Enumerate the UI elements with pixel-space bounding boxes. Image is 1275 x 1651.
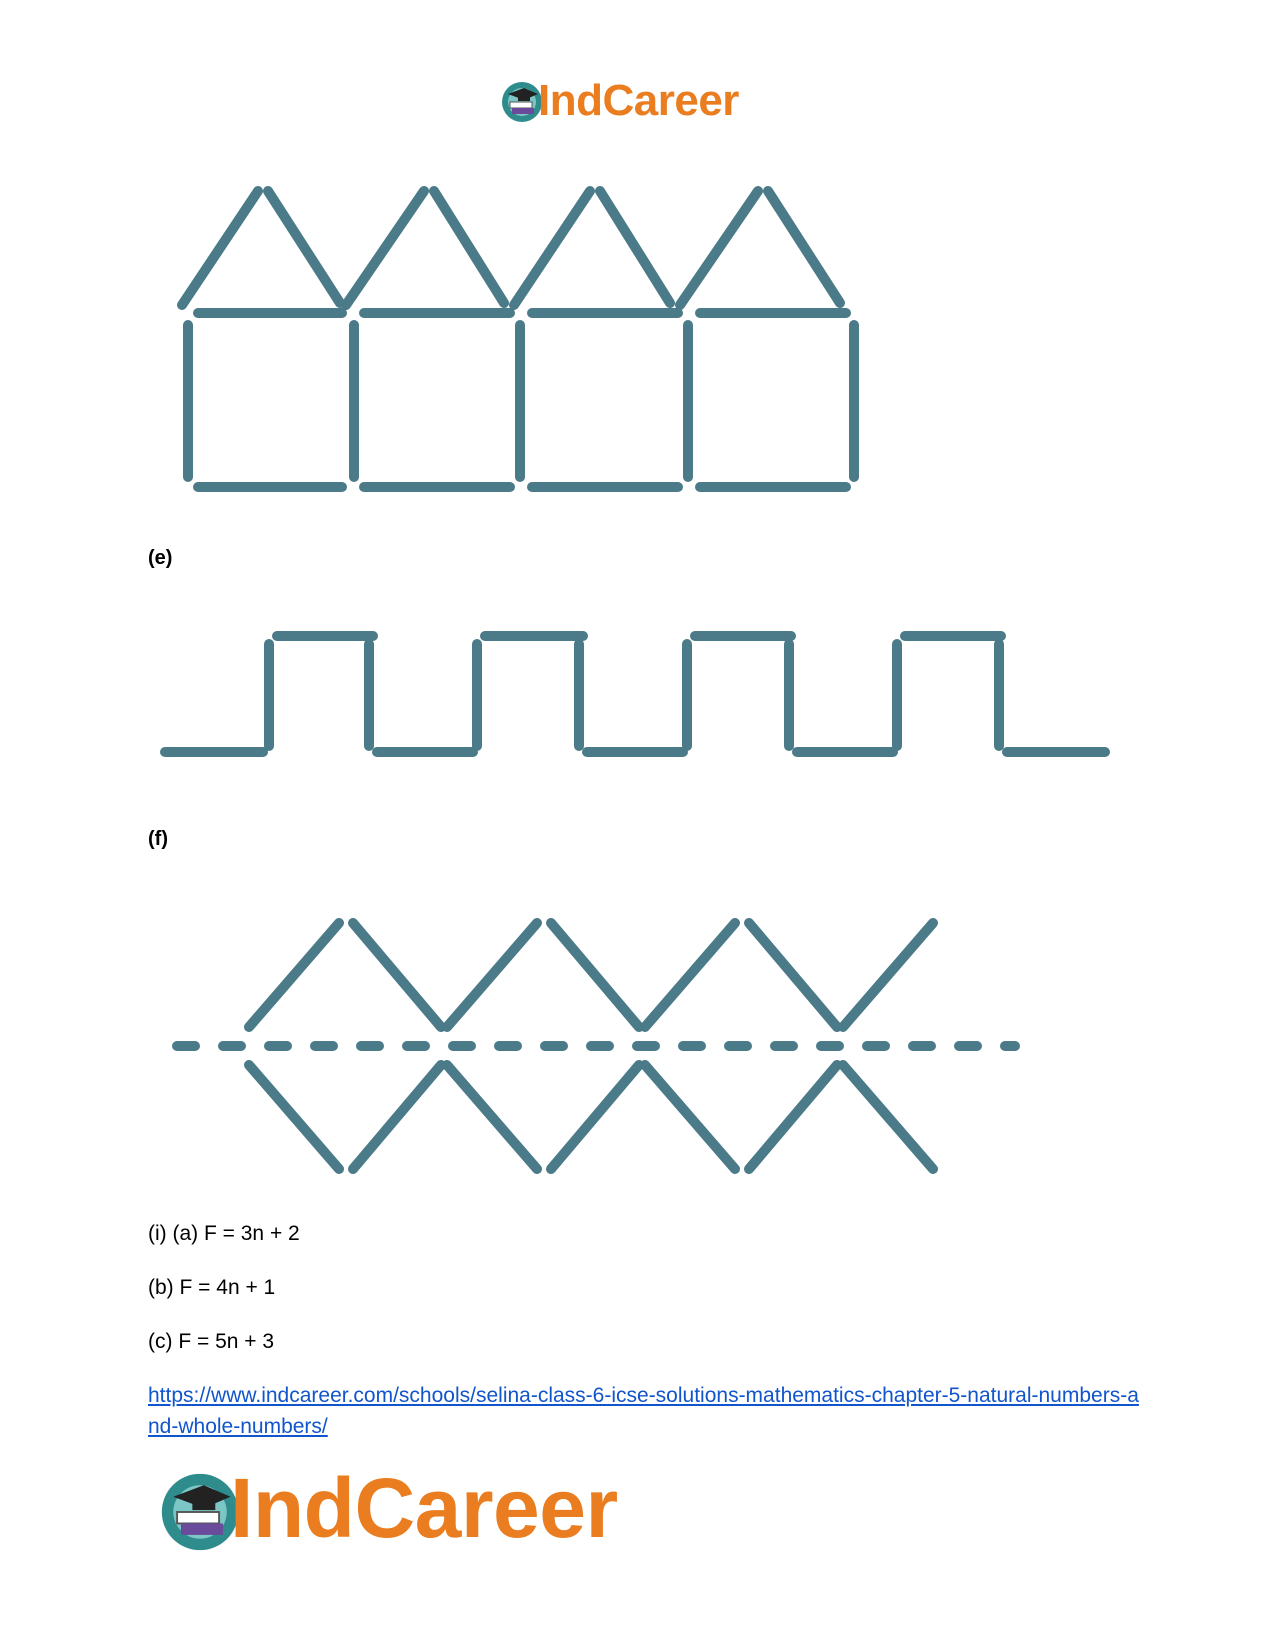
logo-text: IndCareer — [230, 1461, 618, 1555]
figure-matchstick-square-wave — [155, 630, 1115, 770]
logo-text: IndCareer — [538, 76, 739, 125]
figure-label-f: (f) — [148, 828, 168, 850]
figure-matchstick-zigzag — [165, 915, 1035, 1180]
figure-matchstick-houses — [170, 185, 870, 505]
answer-a: (i) (a) F = 3n + 2 — [148, 1222, 300, 1245]
header-logo — [500, 78, 790, 130]
answer-b: (b) F = 4n + 1 — [148, 1276, 276, 1299]
source-link[interactable]: https://www.indcareer.com/schools/selina-class-6-icse-solutions-mathematics-chapter-5-natural-numbers-and-whole-numbers/ — [148, 1384, 1139, 1438]
figure-label-e: (e) — [148, 547, 173, 569]
footer-logo — [158, 1461, 698, 1568]
answer-c: (c) F = 5n + 3 — [148, 1330, 275, 1353]
